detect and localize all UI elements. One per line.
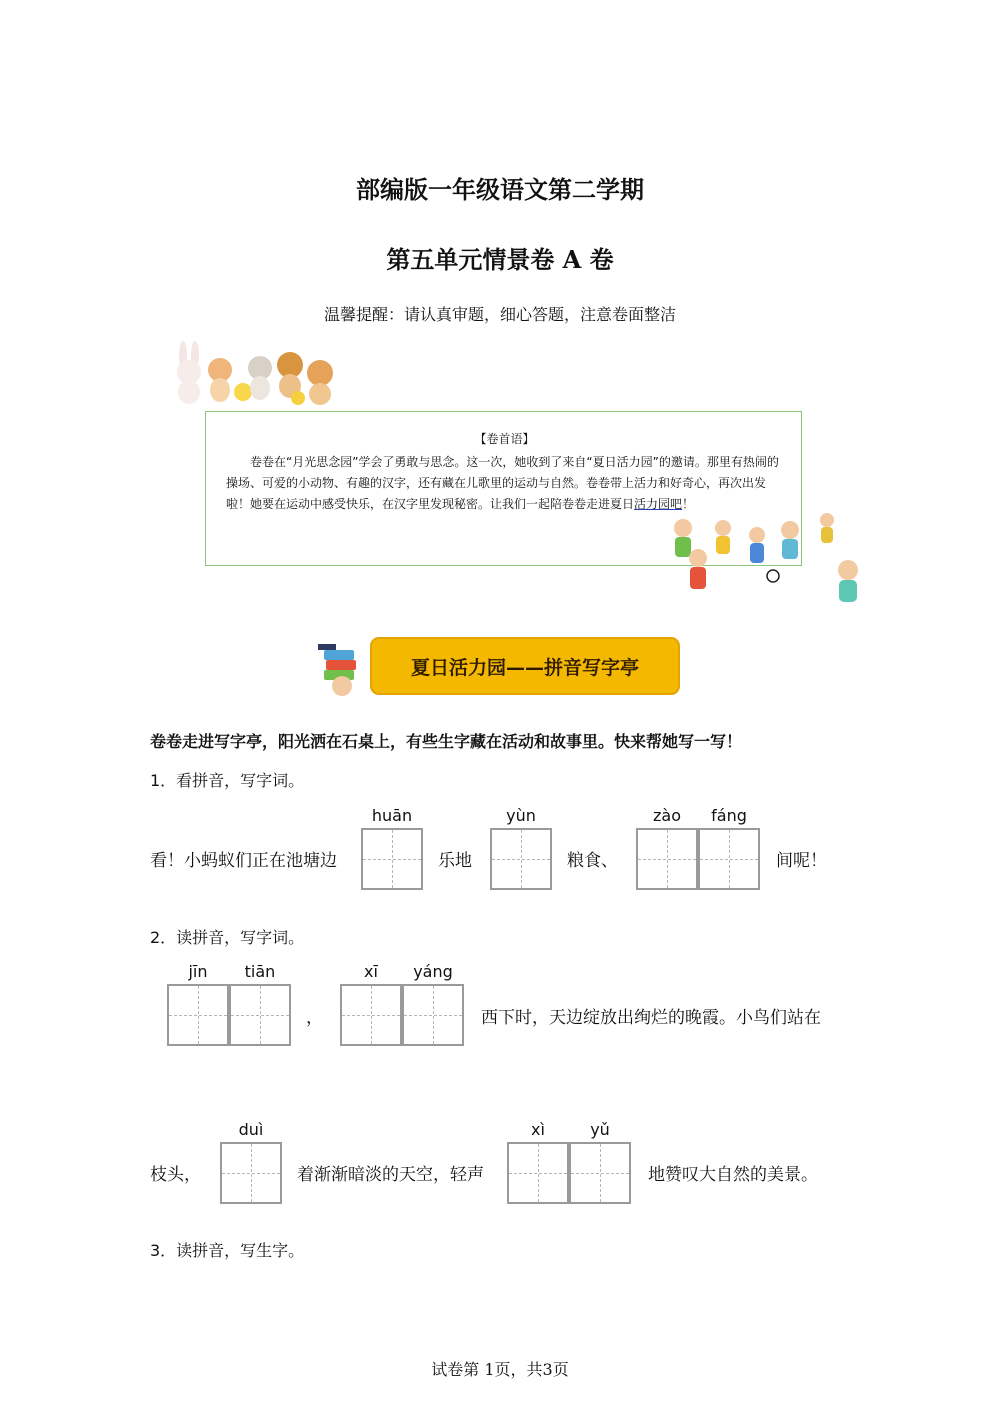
child-icon xyxy=(838,560,858,602)
q1-text-2: 乐地 xyxy=(438,851,472,871)
section-banner: 夏日活力园——拼音写字亭 xyxy=(370,637,680,695)
question-3-label: 3．读拼音，写生字。 xyxy=(150,1241,305,1260)
intro-title: 【卷首语】 xyxy=(474,432,535,446)
writing-grid[interactable] xyxy=(490,828,552,890)
pinyin-jin: jīn xyxy=(188,962,208,981)
pinyin-zao: zào xyxy=(653,806,681,825)
pinyin-yu: yǔ xyxy=(590,1120,610,1139)
chick-icon xyxy=(234,383,252,401)
page-title: 部编版一年级语文第二学期 xyxy=(356,175,644,204)
page-footer: 试卷第 1页，共3页 xyxy=(431,1360,569,1379)
kitten-icon xyxy=(248,356,272,400)
section-lead: 卷卷走进写字亭，阳光洒在石桌上，有些生字藏在活动和故事里。快来帮她写一写！ xyxy=(150,732,743,751)
soccer-ball-icon xyxy=(767,570,779,582)
duckling-icon xyxy=(291,391,305,405)
reading-boy-icon xyxy=(312,636,370,700)
page-subtitle: 第五单元情景卷 A 卷 xyxy=(386,245,614,274)
writing-grid[interactable] xyxy=(167,984,229,1046)
kids-playing-illustration xyxy=(665,510,870,612)
pinyin-xi2: xì xyxy=(531,1120,545,1139)
child-icon xyxy=(689,549,707,589)
writing-grid[interactable] xyxy=(507,1142,569,1204)
question-2-label: 2．读拼音，写字词。 xyxy=(150,928,305,947)
writing-grid[interactable] xyxy=(698,828,760,890)
child-icon xyxy=(820,513,834,543)
child-icon xyxy=(781,521,799,559)
q2-comma: ， xyxy=(306,1008,323,1028)
intro-text: 卷卷在“月光思念园”学会了勇敢与思念。这一次，她收到了来自“夏日活力园”的邀请。那里有热闹的操场、可爱的小动物、有趣的汉字，还有藏在儿歌里的运动与自然。卷卷带上活力和好奇心，再次出发啦！她要在运动中感受快乐，在汉字里发现秘密。让我们一起陪卷卷走进夏日活力园吧！ xyxy=(226,455,779,511)
writing-grid[interactable] xyxy=(340,984,402,1046)
bunny-icon xyxy=(177,341,201,404)
pinyin-xi: xī xyxy=(364,962,378,981)
dog-icon xyxy=(307,360,333,405)
writing-grid[interactable] xyxy=(636,828,698,890)
animals-illustration xyxy=(165,340,340,408)
intro-underlined-text: 活力园吧 xyxy=(634,497,683,511)
child-icon xyxy=(715,520,731,554)
pinyin-huan: huān xyxy=(371,806,413,825)
q1-text-3: 粮食、 xyxy=(567,851,618,871)
child-icon xyxy=(749,527,765,563)
pinyin-dui: duì xyxy=(238,1120,264,1139)
reminder-text: 温馨提醒：请认真审题，细心答题，注意卷面整洁 xyxy=(323,305,676,324)
writing-grid[interactable] xyxy=(229,984,291,1046)
writing-grid[interactable] xyxy=(361,828,423,890)
q2-text-1: 西下时，天边绽放出绚烂的晚霞。小鸟们站在 xyxy=(481,1008,821,1028)
pinyin-fang: fáng xyxy=(711,806,747,825)
cat-icon xyxy=(208,358,232,402)
writing-grid[interactable] xyxy=(220,1142,282,1204)
q2-text-2: 枝头， xyxy=(150,1165,201,1185)
child-icon xyxy=(674,519,692,557)
writing-grid[interactable] xyxy=(569,1142,631,1204)
q2-text-3: 着渐渐暗淡的天空，轻声 xyxy=(297,1165,484,1185)
writing-grid[interactable] xyxy=(402,984,464,1046)
pinyin-yang: yáng xyxy=(413,962,453,981)
q1-text-4: 间呢！ xyxy=(776,851,827,871)
q1-text-1: 看！小蚂蚁们正在池塘边 xyxy=(150,851,337,871)
question-1-label: 1．看拼音，写字词。 xyxy=(150,771,305,790)
pinyin-yun: yùn xyxy=(506,806,536,825)
q2-text-4: 地赞叹大自然的美景。 xyxy=(648,1165,818,1185)
pinyin-tian: tiān xyxy=(244,962,276,981)
